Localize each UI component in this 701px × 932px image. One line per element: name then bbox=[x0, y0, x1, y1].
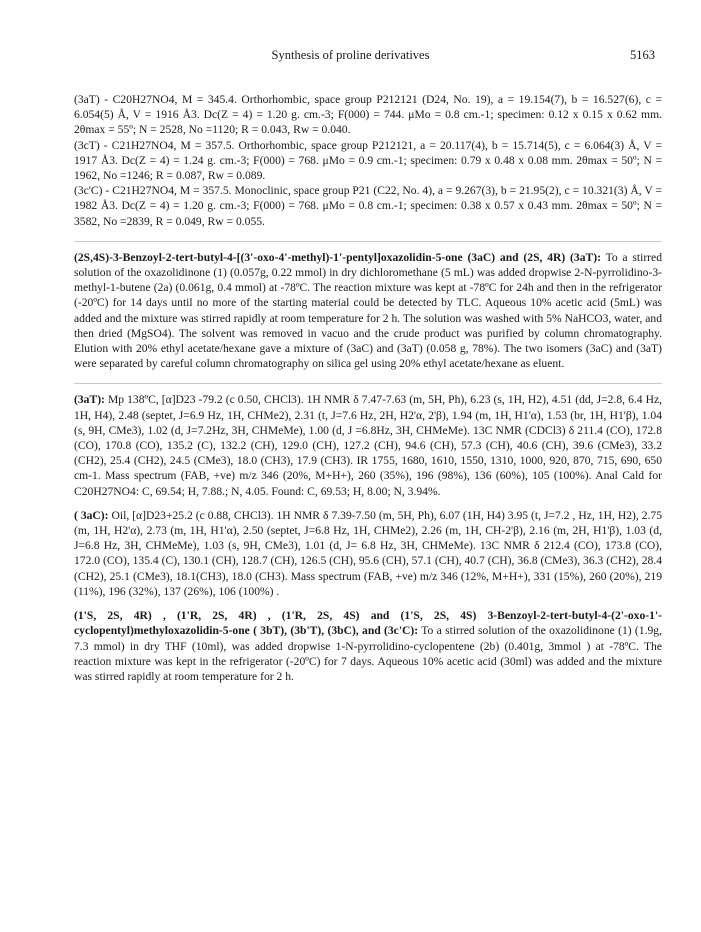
compound-heading-3b: (1'S, 2S, 4R) , (1'R, 2S, 4R) , (1'R, 2S, 4S) and (1'S, 2S, 4S) 3-Benzoyl-2-tert-butyl-4-(2'-oxo-1'-cyclopentyl)methyloxazolidin-5-one ( 3bT), (3b'T), (3bC), and (3c'C): bbox=[74, 609, 662, 638]
crystal-data-3cT: (3cT) - C21H27NO4, M = 357.5. Orthorhombic, space group P212121, a = 20.117(4), b = 15.714(5), c = 6.064(3) Å, V = 1917 Å3. Dc(Z = 4) = 1.24 g. cm.-3; F(000) = 768. μMo = 0.9 cm.-1; specimen: 0.79 x 0.48 x 0.08 mm. 2θmax = 50º; N = 1962, No =1246; R = 0.087, Rw = 0.089. bbox=[74, 138, 662, 183]
running-header bbox=[0, 48, 701, 66]
paragraph-gap bbox=[74, 499, 662, 508]
synthesis-paragraph-3b bbox=[74, 608, 662, 684]
procedure-text-3b: To a stirred solution of the oxazolidinone (1) (1.9g, 7.3 mmol) in dry THF (10ml), was added dropwise 1-N-pyrrolidino-cyclopentene (2b) (0.401g, 3mmol ) at -78ºC. The reaction mixture was kept in the refrigerator (-20ºC) for 7 days. Aqueous 10% acetic acid (30ml) was added and the mixture was stirred rapidly at room temperature for 2 h. bbox=[74, 624, 662, 683]
synthesis-paragraph-3a bbox=[74, 250, 662, 372]
section-divider bbox=[74, 241, 662, 242]
crystal-data-3aT: (3aT) - C20H27NO4, M = 345.4. Orthorhombic, space group P212121 (D24, No. 19), a = 19.154(7), b = 16.527(6), c = 6.054(5) Å, V = 1916 Å3. Dc(Z = 4) = 1.20 g. cm.-3; F(000) = 744. μMo = 0.8 cm.-1; specimen: 0.12 x 0.15 x 0.62 mm. 2θmax = 55º; N = 2528, No =1120; R = 0.043, Rw = 0.040. bbox=[74, 93, 662, 137]
compound-label-3aC: ( 3aC): bbox=[74, 508, 109, 522]
procedure-text-3a: To a stirred solution of the oxazolidinone (1) (0.057g, 0.22 mmol) in dry dichloromethane (5 mL) was added dropwise 2-N-pyrrolidino-3-methyl-1-butene (2a) (0.061g, 0.4 mmol) at -78ºC. The reaction mixture was kept at -78ºC for 24h and then in the refrigerator (-20ºC) for 14 days until no more of the starting material could be detected by TLC. Aqueous 10% acetic acid (5mL) was added and the mixture was stirred rapidly at room temperature for 2 h. The solution was washed with 5% NaHCO3, water, and then dried (MgSO4). The solvent was removed in vacuo and the crude product was purified by column chromatography. Elution with 20% ethyl acetate/hexane gave a mixture of (3aC) and (3aT) (0.058 g, 78%). The two isomers (3aC) and (3aT) were separated by careful column chromatography on silica gel using 20% ethyl acetate/hexane as eluent. bbox=[74, 250, 662, 371]
characterization-3aC bbox=[74, 508, 662, 599]
compound-label-3aT: (3aT): bbox=[74, 393, 105, 407]
characterization-text-3aT: Mp 138ºC, [α]D23 -79.2 (c 0.50, CHCl3). 1H NMR δ 7.47-7.63 (m, 5H, Ph), 6.23 (s, 1H, H2), 4.51 (dd, J=2.8, 6.4 Hz, 1H, H4), 2.48 (septet, J=6.9 Hz, 1H, CHMe2), 2.31 (t, J=7.6 Hz, 2H, H2'α, 2'β), 1.94 (m, 1H, H1'α), 1.53 (br, 1H, H1'β), 1.04 (s, 9H, CMe3), 1.02 (d, J=7.2Hz, 3H, CHMeMe), 1.00 (d, J =6.8Hz, 3H, CHMeMe). 13C NMR (CDCl3) δ 211.4 (CO), 172.8 (CO), 170.8 (CO), 135.2 (C), 132.2 (CH), 129.0 (CH), 127.2 (CH), 94.6 (CH), 57.3 (CH), 40.6 (CH), 39.6 (CMe3), 33.2 (CH2), 25.4 (CH2), 24.5 (CMe3), 18.0 (CH3), 17.9 (CH3). IR 1755, 1680, 1610, 1550, 1310, 1000, 920, 870, 715, 690, 650 cm-1. Mass spectrum (FAB, +ve) m/z 346 (20%, M+H+), 260 (35%), 196 (98%), 136 (60%), 105 (100%). Anal Cald for C20H27NO4: C, 69.54; H, 7.88.; N, 4.05. Found: C, 69.53; H, 8.00; N, 3.94%. bbox=[74, 393, 663, 498]
article-body bbox=[74, 92, 662, 684]
characterization-3aT bbox=[74, 392, 662, 498]
page-number: 5163 bbox=[630, 48, 655, 62]
paragraph-gap bbox=[74, 599, 662, 608]
compound-heading-3a: (2S,4S)-3-Benzoyl-2-tert-butyl-4-[(3'-oxo-4'-methyl)-1'-pentyl]oxazolidin-5-one (3aC) and (2S, 4R) (3aT): bbox=[74, 250, 601, 264]
characterization-text-3aC: Oil, [α]D23+25.2 (c 0.88, CHCl3). 1H NMR δ 7.39-7.50 (m, 5H, Ph), 6.07 (1H, H4) 3.95 (t, J=7.2 , Hz, 1H, H2), 2.75 (m, 1H, H2'α), 2.73 (m, 1H, H1'α), 2.50 (septet, J=6.8 Hz, 1H, CHMe2), 2.26 (m, 1H, CH-2'β), 2.16 (m, 2H, H1'β), 1.03 (d, J=6.8 Hz, 3H, CHMeMe), 1.03 (s, 9H, CMe3), 1.01 (d, J= 6.8 Hz, 3H, CHMeMe). 13C NMR δ 212.4 (CO), 173.8 (CO), 172.0 (CO), 135.4 (C), 130.1 (CH), 128.7 (CH), 126.5 (CH), 95.6 (CH), 57.1 (CH), 40.7 (CH), 36.8 (CMe3), 36.3 (CH2), 28.4 (CH2), 25.1 (CMe3), 18.1(CH3), 18.0 (CH3). Mass spectrum (FAB, +ve) m/z 346 (12%, M+H+), 331 (15%), 260 (20%), 219 (11%), 196 (32%), 137 (26%), 106 (100%) . bbox=[74, 508, 663, 598]
section-divider bbox=[74, 383, 662, 384]
crystal-data-3c-prime-C: (3c'C) - C21H27NO4, M = 357.5. Monoclinic, space group P21 (C22, No. 4), a = 9.267(3), b = 21.95(2), c = 10.321(3) Å, V = 1982 Å3. Dc(Z = 4) = 1.20 g. cm.-3; F(000) = 768. μMo = 0.8 cm.-1; specimen: 0.38 x 0.57 x 0.43 mm. 2θmax = 50º; N = 3582, No =2839, R = 0.049, Rw = 0.055. bbox=[74, 184, 662, 228]
running-title: Synthesis of proline derivatives bbox=[271, 48, 430, 62]
